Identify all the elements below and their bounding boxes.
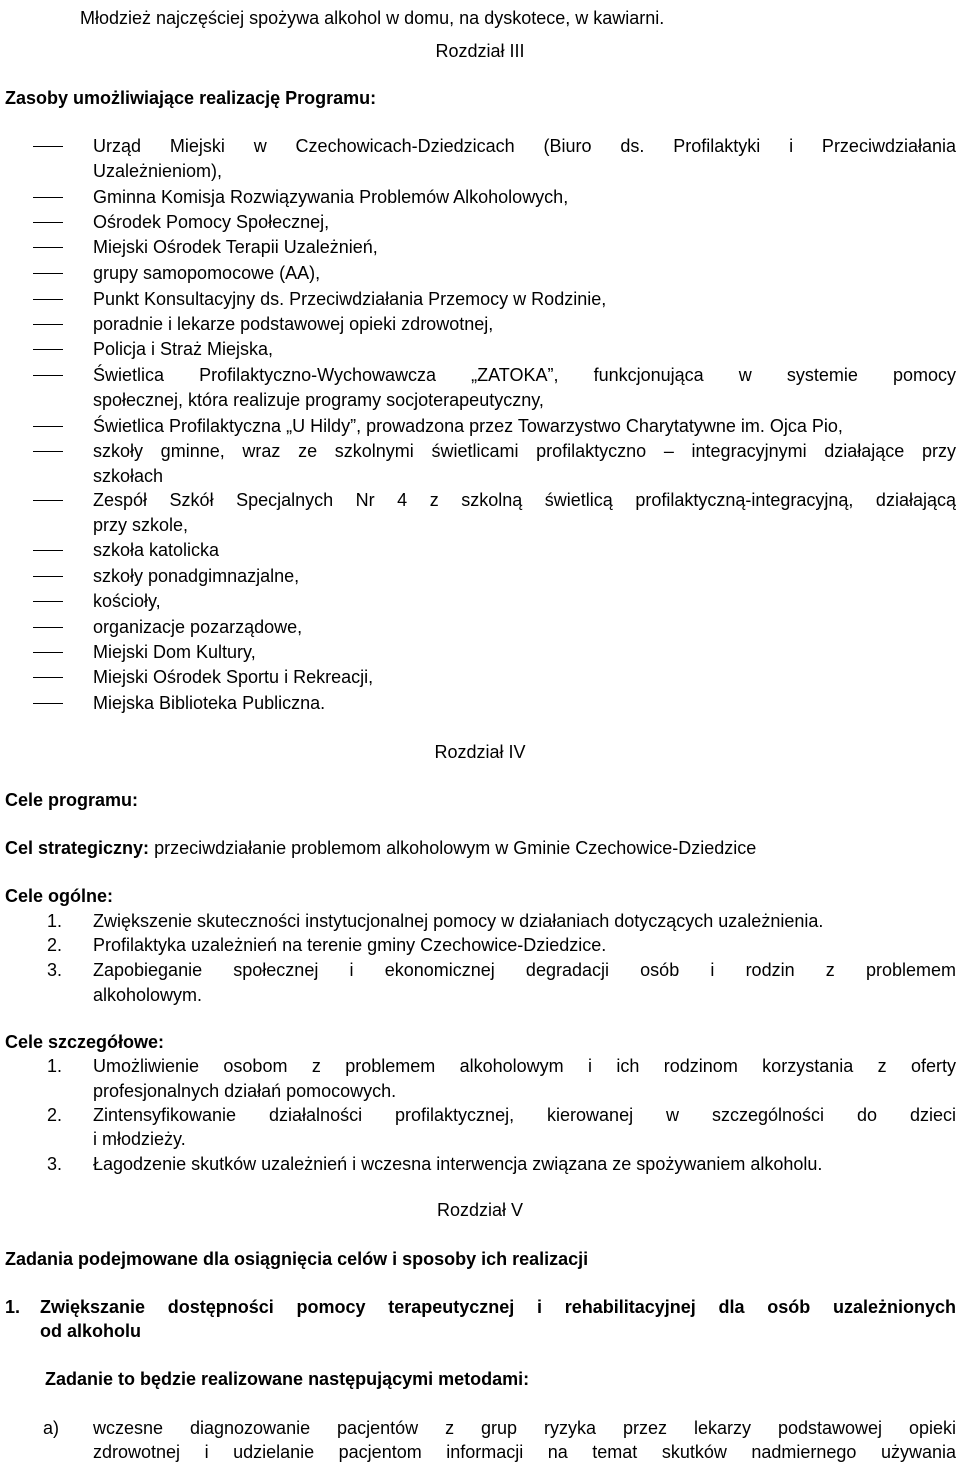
dash-icon <box>33 375 63 376</box>
resources-title: Zasoby umożliwiające realizację Programu: <box>5 88 377 108</box>
dash-icon <box>33 222 63 223</box>
dash-icon <box>33 576 63 577</box>
dash-icon <box>33 550 63 551</box>
detailed-goal-continued: profesjonalnych działań pomocowych. <box>93 1081 397 1101</box>
detailed-goal: Łagodzenie skutków uzależnień i wczesna interwencja związana ze spożywaniem alkoholu. <box>93 1154 823 1174</box>
list-item: Miejski Dom Kultury, <box>93 642 256 662</box>
dash-icon <box>33 703 63 704</box>
task-title-continued: od alkoholu <box>40 1321 141 1341</box>
detailed-goals-title: Cele szczegółowe: <box>5 1032 165 1052</box>
list-item: przy szkole, <box>93 515 189 535</box>
method-text: wczesne diagnozowanie pacjentów z grup ryzyka przez lekarzy podstawowej opieki <box>93 1418 956 1438</box>
detailed-goal-number: 2. <box>47 1105 63 1125</box>
list-item: Świetlica Profilaktyczno-Wychowawcza „ZATOKA”, funkcjonująca w systemie pomocy <box>93 365 956 385</box>
list-item: Miejski Ośrodek Terapii Uzależnień, <box>93 237 378 257</box>
detailed-goal: Umożliwienie osobom z problemem alkoholowym i ich rodzinom korzystania z oferty <box>93 1056 956 1076</box>
general-goal-number: 3. <box>47 960 63 980</box>
dash-icon <box>33 677 63 678</box>
dash-icon <box>33 299 63 300</box>
intro-line: Młodzież najczęściej spożywa alkohol w domu, na dyskotece, w kawiarni. <box>80 8 665 28</box>
methods-title: Zadanie to będzie realizowane następującymi metodami: <box>45 1369 530 1389</box>
dash-icon <box>33 324 63 325</box>
detailed-goal: Zintensyfikowanie działalności profilaktycznej, kierowanej w szczególności do dzieci <box>93 1105 956 1125</box>
general-goal-number: 2. <box>47 935 63 955</box>
list-item: Miejska Biblioteka Publiczna. <box>93 693 326 713</box>
goals-title: Cele programu: <box>5 790 139 810</box>
general-goal: Zapobieganie społecznej i ekonomicznej degradacji osób i rodzin z problemem <box>93 960 956 980</box>
list-item: szkoła katolicka <box>93 540 220 560</box>
dash-icon <box>33 451 63 452</box>
dash-icon <box>33 197 63 198</box>
list-item: Punkt Konsultacyjny ds. Przeciwdziałania Przemocy w Rodzinie, <box>93 289 607 309</box>
strategic-goal-label: Cel strategiczny: <box>5 838 150 858</box>
dash-icon <box>33 500 63 501</box>
detailed-goal-continued: i młodzieży. <box>93 1129 186 1149</box>
task-number: 1. <box>5 1297 21 1317</box>
dash-icon <box>33 349 63 350</box>
list-item: Ośrodek Pomocy Społecznej, <box>93 212 330 232</box>
method-label: a) <box>43 1418 60 1438</box>
method-text-continued: zdrowotnej i udzielanie pacjentom informacji na temat skutków nadmiernego używania <box>93 1442 956 1462</box>
list-item: Zespół Szkół Specjalnych Nr 4 z szkolną świetlicą profilaktyczną-integracyjną, działającą <box>93 490 956 510</box>
detailed-goal-number: 3. <box>47 1154 63 1174</box>
list-item: organizacje pozarządowe, <box>93 617 303 637</box>
dash-icon <box>33 601 63 602</box>
list-item: Policja i Straż Miejska, <box>93 339 274 359</box>
list-item: Gminna Komisja Rozwiązywania Problemów Alkoholowych, <box>93 187 569 207</box>
list-item: poradnie i lekarze podstawowej opieki zdrowotnej, <box>93 314 494 334</box>
list-item: szkoły gminne, wraz ze szkolnymi świetlicami profilaktyczno – integracyjnymi działające przy <box>93 441 956 461</box>
list-item: szkoły ponadgimnazjalne, <box>93 566 300 586</box>
chapter-3-heading: Rozdział III <box>435 41 525 61</box>
list-item: grupy samopomocowe (AA), <box>93 263 321 283</box>
strategic-goal <box>5 836 756 860</box>
general-goal-continued: alkoholowym. <box>93 985 203 1005</box>
chapter-4-heading: Rozdział IV <box>434 742 526 762</box>
list-item: kościoły, <box>93 591 161 611</box>
list-item: Urząd Miejski w Czechowicach-Dziedzicach (Biuro ds. Profilaktyki i Przeciwdziałania <box>93 136 956 156</box>
dash-icon <box>33 146 63 147</box>
list-item: Świetlica Profilaktyczna „U Hildy”, prowadzona przez Towarzystwo Charytatywne im. Ojca Pio, <box>93 416 843 436</box>
general-goal: Profilaktyka uzależnień na terenie gminy Czechowice-Dziedzice. <box>93 935 607 955</box>
dash-icon <box>33 273 63 274</box>
task-title: Zwiększanie dostępności pomocy terapeutycznej i rehabilitacyjnej dla osób uzależnionych <box>40 1297 956 1317</box>
list-item: społecznej, która realizuje programy socjoterapeutyczny, <box>93 390 544 410</box>
general-goal-number: 1. <box>47 911 63 931</box>
general-goals-title: Cele ogólne: <box>5 886 114 906</box>
tasks-title: Zadania podejmowane dla osiągnięcia celów i sposoby ich realizacji <box>5 1249 589 1269</box>
dash-icon <box>33 426 63 427</box>
dash-icon <box>33 247 63 248</box>
detailed-goal-number: 1. <box>47 1056 63 1076</box>
strategic-goal-text: przeciwdziałanie problemom alkoholowym w Gminie Czechowice-Dziedzice <box>154 838 757 858</box>
general-goal: Zwiększenie skuteczności instytucjonalnej pomocy w działaniach dotyczących uzależnienia. <box>93 911 824 931</box>
list-item: Uzależnieniom), <box>93 161 223 181</box>
list-item: Miejski Ośrodek Sportu i Rekreacji, <box>93 667 374 687</box>
list-item: szkołach <box>93 466 164 486</box>
dash-icon <box>33 627 63 628</box>
dash-icon <box>33 652 63 653</box>
chapter-5-heading: Rozdział V <box>436 1200 524 1220</box>
